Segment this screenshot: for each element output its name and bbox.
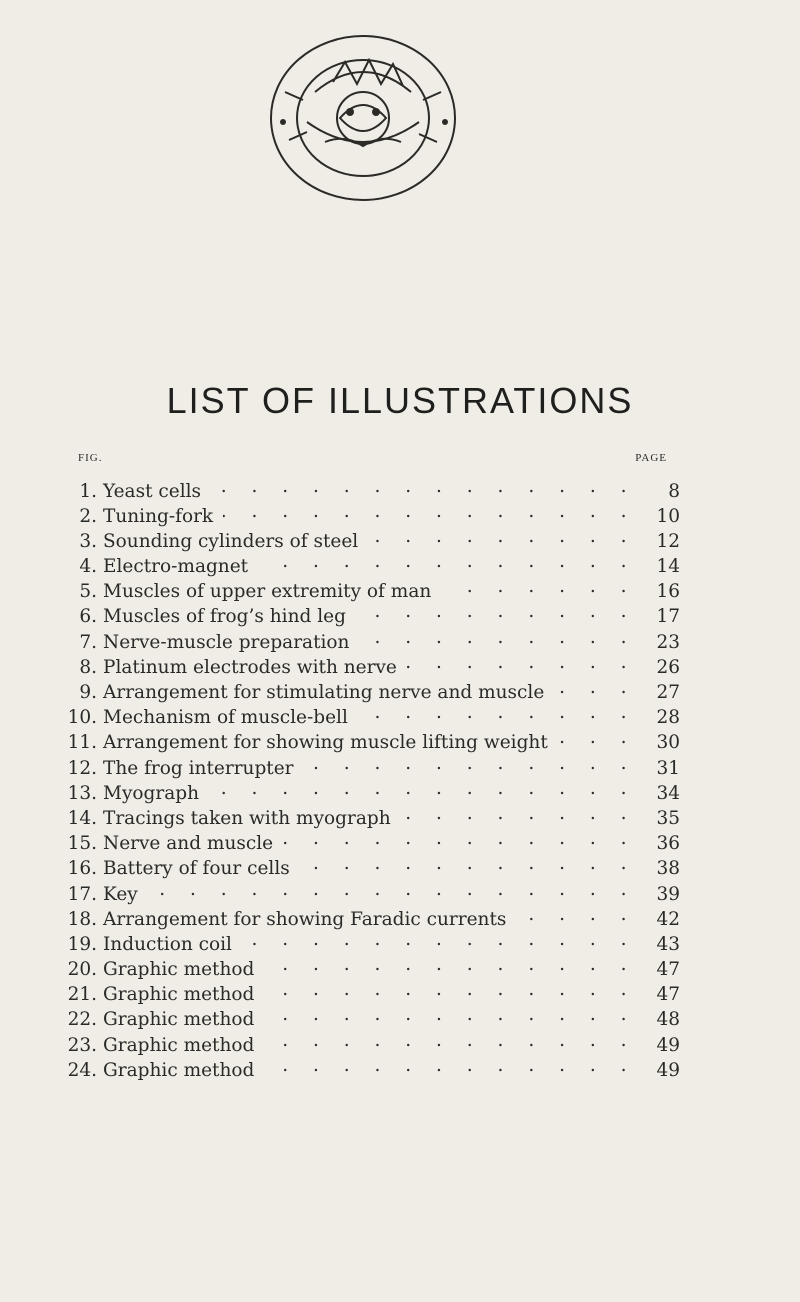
page-number: 36 bbox=[656, 833, 680, 855]
illustration-title: Muscles of upper extremity of man bbox=[103, 581, 432, 603]
illustration-title: Nerve and muscle bbox=[103, 833, 274, 855]
list-item bbox=[60, 579, 680, 604]
list-item bbox=[60, 1057, 680, 1082]
list-item bbox=[60, 856, 680, 881]
dot-leader bbox=[300, 856, 636, 875]
page-number: 35 bbox=[656, 807, 680, 829]
dot-leader bbox=[242, 931, 636, 950]
figure-number: 22. bbox=[67, 1009, 97, 1031]
page-number: 49 bbox=[656, 1034, 680, 1056]
dot-leader bbox=[211, 478, 636, 497]
figure-number: 19. bbox=[67, 933, 97, 955]
figure-number: 1. bbox=[79, 480, 97, 502]
page-number: 48 bbox=[656, 1009, 680, 1031]
figure-number: 3. bbox=[79, 530, 97, 552]
dot-leader bbox=[558, 730, 636, 749]
page-number: 30 bbox=[656, 732, 680, 754]
list-item bbox=[60, 831, 680, 856]
list-item bbox=[60, 881, 680, 906]
page-number: 28 bbox=[656, 707, 680, 729]
page-number: 8 bbox=[668, 480, 680, 502]
page-number: 47 bbox=[656, 959, 680, 981]
dot-leader bbox=[264, 1057, 636, 1076]
dot-leader bbox=[148, 881, 636, 900]
figure-number: 2. bbox=[79, 505, 97, 527]
illustration-title: Arrangement for showing Faradic currents bbox=[103, 908, 507, 930]
figure-number: 21. bbox=[67, 984, 97, 1006]
figure-number: 9. bbox=[79, 682, 97, 703]
dot-leader bbox=[356, 604, 636, 623]
list-item bbox=[60, 604, 680, 629]
illustration-title: The frog interrupter bbox=[103, 757, 294, 779]
figure-number: 15. bbox=[67, 833, 97, 855]
dot-leader bbox=[264, 982, 636, 1001]
page-number: 49 bbox=[656, 1059, 680, 1081]
list-item bbox=[60, 503, 680, 528]
illustration-title: Yeast cells bbox=[103, 480, 202, 502]
page-number: 42 bbox=[656, 908, 680, 930]
dot-leader bbox=[516, 906, 636, 925]
page-number: 34 bbox=[656, 782, 680, 804]
page-number: 27 bbox=[656, 682, 680, 703]
figure-number: 12. bbox=[67, 757, 97, 779]
illustration-title: Key bbox=[103, 883, 138, 905]
figure-number: 5. bbox=[79, 581, 97, 603]
list-item bbox=[60, 906, 680, 931]
figure-number: 13. bbox=[67, 782, 97, 804]
dot-leader bbox=[264, 1007, 636, 1026]
illustration-title: Electro-magnet bbox=[103, 556, 249, 578]
figure-number: 10. bbox=[67, 707, 97, 729]
figure-number: 7. bbox=[79, 631, 97, 653]
illustration-title: Induction coil bbox=[103, 933, 232, 955]
list-item bbox=[60, 805, 680, 830]
page-number: 14 bbox=[656, 556, 680, 578]
figure-number: 17. bbox=[67, 883, 97, 905]
page-number: 47 bbox=[656, 984, 680, 1006]
dot-leader bbox=[441, 579, 636, 598]
list-item bbox=[60, 629, 680, 654]
illustration-title: Graphic method bbox=[103, 1009, 255, 1031]
list-item bbox=[60, 1032, 680, 1057]
list-item bbox=[60, 755, 680, 780]
illustration-title: Tuning-fork bbox=[103, 505, 214, 527]
figure-number: 23. bbox=[67, 1034, 97, 1056]
page-number: 26 bbox=[656, 656, 680, 678]
page-column-header: PAGE bbox=[635, 452, 667, 464]
page-number: 10 bbox=[656, 505, 680, 527]
list-item bbox=[60, 730, 680, 755]
list-item bbox=[60, 780, 680, 805]
illustration-title: Arrangement for showing muscle lifting weight bbox=[103, 732, 548, 754]
dot-leader bbox=[264, 1032, 636, 1051]
dot-leader bbox=[359, 629, 636, 648]
page-number: 31 bbox=[656, 757, 680, 779]
figure-number: 11. bbox=[67, 732, 97, 754]
list-item bbox=[60, 478, 680, 503]
dot-leader bbox=[407, 654, 636, 673]
figure-number: 4. bbox=[79, 556, 97, 578]
page-number: 38 bbox=[656, 858, 680, 880]
figure-number: 20. bbox=[67, 959, 97, 981]
dot-leader bbox=[304, 755, 636, 774]
fig-column-header: FIG. bbox=[78, 452, 103, 464]
dot-leader bbox=[209, 780, 636, 799]
illustration-title: Nerve-muscle preparation bbox=[103, 631, 350, 653]
illustration-title: Tracings taken with myograph bbox=[103, 807, 391, 829]
figure-number: 16. bbox=[67, 858, 97, 880]
dot-leader bbox=[368, 528, 636, 547]
illustration-title: Sounding cylinders of steel bbox=[103, 530, 359, 552]
library-stamp-icon bbox=[245, 22, 485, 222]
list-item bbox=[60, 982, 680, 1007]
illustration-title: Graphic method bbox=[103, 1059, 255, 1081]
page-title: LIST OF ILLUSTRATIONS bbox=[166, 380, 634, 421]
dot-leader bbox=[258, 554, 636, 573]
list-item bbox=[60, 931, 680, 956]
page-number: 43 bbox=[656, 933, 680, 955]
list-item bbox=[60, 1007, 680, 1032]
figure-number: 6. bbox=[79, 606, 97, 628]
dot-leader bbox=[401, 805, 636, 824]
list-item bbox=[60, 654, 680, 679]
list-item bbox=[60, 705, 680, 730]
illustrations-list bbox=[60, 478, 680, 1083]
illustration-title: Platinum electrodes with nerve bbox=[103, 656, 397, 678]
figure-number: 14. bbox=[67, 807, 97, 829]
list-item bbox=[60, 680, 680, 705]
page-number: 39 bbox=[656, 883, 680, 905]
dot-leader bbox=[264, 957, 636, 976]
dot-leader bbox=[223, 503, 636, 522]
dot-leader bbox=[283, 831, 636, 850]
list-item bbox=[60, 554, 680, 579]
illustration-title: Myograph bbox=[103, 782, 200, 804]
illustration-title: Muscles of frog’s hind leg bbox=[103, 606, 346, 628]
illustration-title: Graphic method bbox=[103, 959, 255, 981]
list-item bbox=[60, 957, 680, 982]
figure-number: 18. bbox=[67, 908, 97, 930]
dot-leader bbox=[554, 680, 636, 699]
dot-leader bbox=[358, 705, 636, 724]
page-number: 12 bbox=[656, 530, 680, 552]
page-number: 17 bbox=[656, 606, 680, 628]
figure-number: 8. bbox=[79, 656, 97, 678]
illustration-title: Mechanism of muscle-bell bbox=[103, 707, 348, 729]
page-number: 16 bbox=[656, 581, 680, 603]
figure-number: 24. bbox=[67, 1059, 97, 1081]
list-item bbox=[60, 528, 680, 553]
page-number: 23 bbox=[656, 631, 680, 653]
illustration-title: Battery of four cells bbox=[103, 858, 290, 880]
illustration-title: Graphic method bbox=[103, 984, 255, 1006]
illustration-title: Arrangement for stimulating nerve and muscle bbox=[103, 682, 545, 703]
illustration-title: Graphic method bbox=[103, 1034, 255, 1056]
